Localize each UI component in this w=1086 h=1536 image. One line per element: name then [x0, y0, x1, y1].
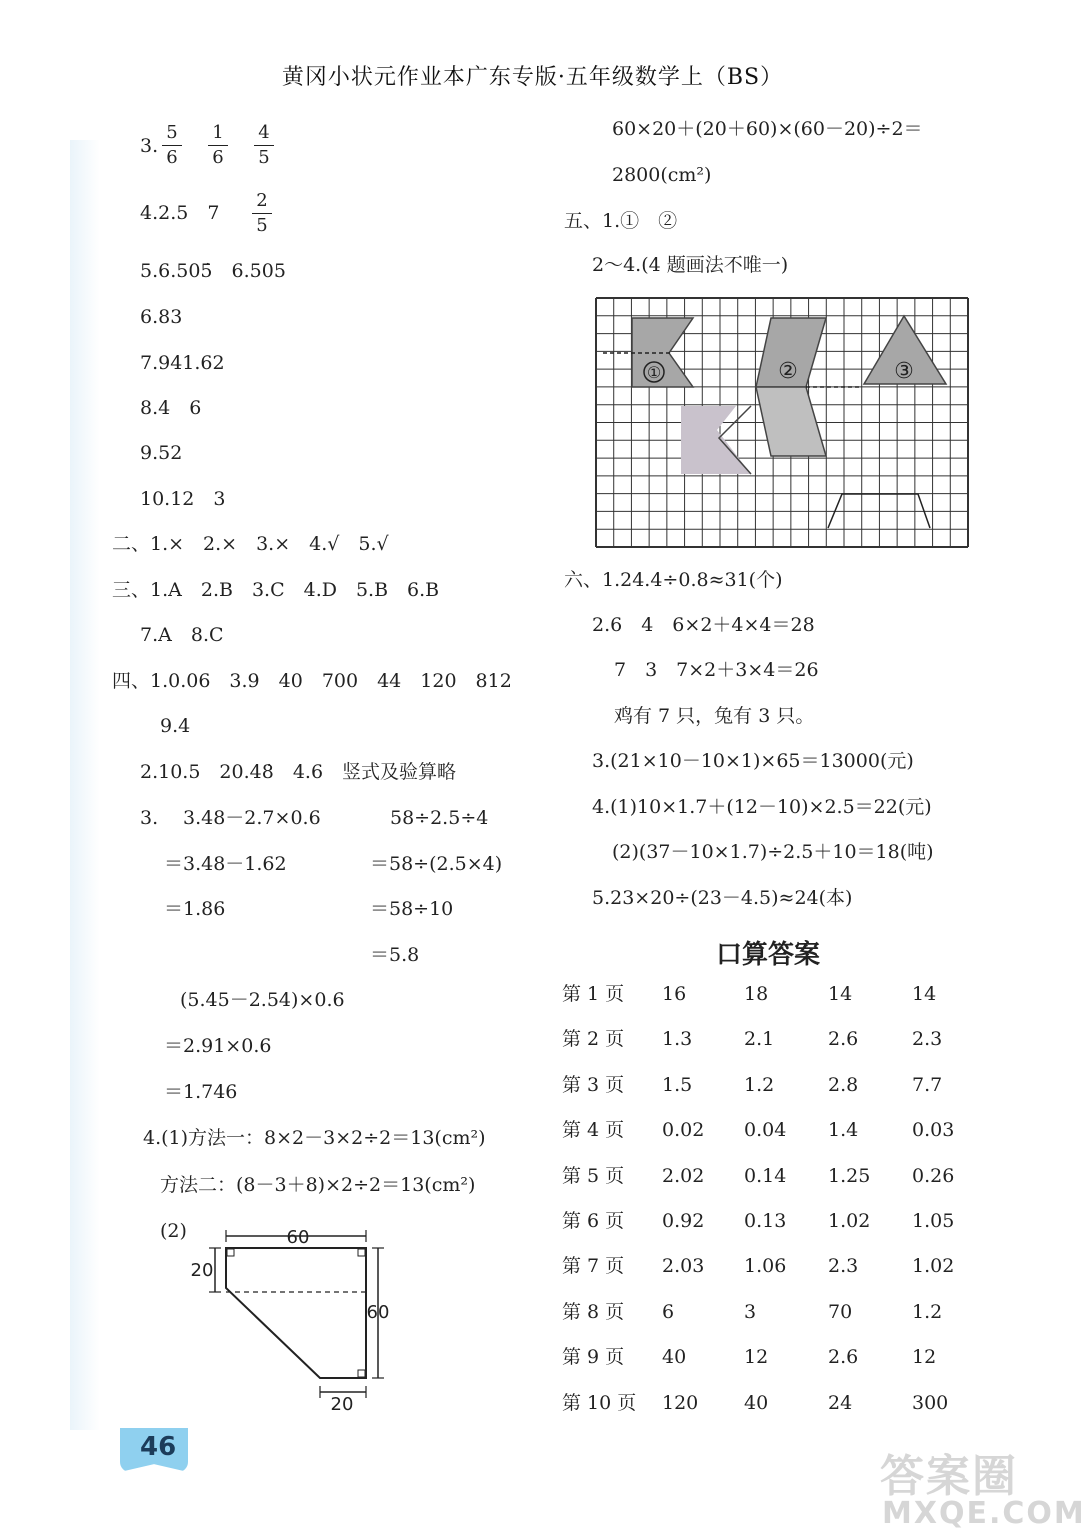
- oral-row-answer: 2.6: [828, 1028, 859, 1050]
- trapezoid-shape: [226, 1248, 366, 1378]
- oral-answers-title: 口算答案: [716, 940, 821, 970]
- q3-frac-3: 4 5: [254, 124, 274, 167]
- oral-row-answer: 40: [662, 1346, 687, 1368]
- oral-row-answer: 2.1: [744, 1028, 775, 1050]
- oral-row-answer: 1.25: [828, 1165, 871, 1187]
- dim-label-bottom: 20: [330, 1394, 354, 1415]
- watermark-url: MXQE.COM: [882, 1496, 1086, 1531]
- calc2-line-2: ＝58÷(2.5×4): [370, 853, 503, 875]
- section-3-line-1: 三、1.A 2.B 3.C 4.D 5.B 6.B: [112, 579, 440, 601]
- oral-row-answer: 300: [912, 1392, 949, 1414]
- oral-row-answer: 0.04: [744, 1119, 787, 1141]
- oral-row-answer: 6: [662, 1301, 675, 1323]
- q6-text: 6.83: [140, 306, 183, 328]
- oral-row-page: 第 10 页: [562, 1392, 637, 1414]
- section-4-q4-part-2: (2): [160, 1220, 187, 1242]
- oral-row-answer: 24: [828, 1392, 853, 1414]
- oral-row-answer: 0.03: [912, 1119, 955, 1141]
- section-6-q5: 5.23×20÷(23－4.5)≈24(本): [592, 887, 853, 909]
- section-4-q4-method-2: 方法二：(8－3＋8)×2÷2＝13(cm²): [160, 1174, 476, 1196]
- shape-label-3: ③: [894, 359, 914, 384]
- section-6-q2-line-2: 7 3 7×2＋3×4＝26: [614, 659, 819, 681]
- dim-label-top: 60: [286, 1227, 310, 1248]
- calc3-line-2: ＝2.91×0.6: [164, 1035, 272, 1057]
- calc3-line-1: (5.45－2.54)×0.6: [180, 989, 345, 1011]
- oral-row-page: 第 9 页: [562, 1346, 625, 1368]
- section-4-line-1: 四、1.0.06 3.9 40 700 44 120 812: [112, 670, 512, 692]
- section-6-q2-line-1: 2.6 4 6×2＋4×4＝28: [592, 614, 815, 636]
- oral-row-answer: 1.4: [828, 1119, 859, 1141]
- oral-row-answer: 18: [744, 983, 769, 1005]
- oral-row-answer: 2.02: [662, 1165, 705, 1187]
- oral-row-page: 第 1 页: [562, 983, 625, 1005]
- oral-row-answer: 14: [828, 983, 853, 1005]
- section-4-q4-method-1: 4.(1)方法一：8×2－3×2÷2＝13(cm²): [143, 1127, 486, 1149]
- oral-row-answer: 16: [662, 983, 687, 1005]
- oral-row-answer: 7.7: [912, 1074, 943, 1096]
- oral-row-answer: 14: [912, 983, 937, 1005]
- section-5-q1: 五、1.① ②: [564, 210, 678, 232]
- section-6-q2-line-3: 鸡有 7 只，兔有 3 只。: [614, 705, 815, 727]
- oral-row-answer: 0.02: [662, 1119, 705, 1141]
- q3-label: 3.: [140, 135, 159, 157]
- q10-text: 10.12 3: [140, 488, 226, 510]
- shape-label-2: ②: [778, 359, 798, 384]
- oral-row-page: 第 8 页: [562, 1301, 625, 1323]
- q3-frac-2: 1 6: [208, 124, 228, 167]
- oral-row-page: 第 7 页: [562, 1255, 625, 1277]
- oral-row-page: 第 2 页: [562, 1028, 625, 1050]
- calc3-line-3: ＝1.746: [164, 1081, 238, 1103]
- section-6-q4-line-1: 4.(1)10×1.7＋(12－10)×2.5＝22(元): [592, 796, 932, 818]
- trapezoid-diagram: [180, 1220, 420, 1420]
- q7-text: 7.941.62: [140, 352, 225, 374]
- calc1-line-2: ＝3.48－1.62: [164, 853, 287, 875]
- shape-label-1: ①: [646, 363, 662, 382]
- q8-text: 8.4 6: [140, 397, 202, 419]
- oral-row-answer: 12: [744, 1346, 769, 1368]
- oral-row-answer: 1.3: [662, 1028, 693, 1050]
- section-4-q3-label: 3.: [140, 807, 159, 829]
- right-angle-mark: [358, 1370, 365, 1377]
- right-cont-line-1: 60×20＋(20＋60)×(60－20)÷2＝: [612, 118, 923, 140]
- page-number: 46: [140, 1432, 177, 1462]
- section-6-q3: 3.(21×10－10×1)×65＝13000(元): [592, 750, 914, 772]
- calc2-line-4: ＝5.8: [370, 944, 420, 966]
- q9-text: 9.52: [140, 442, 183, 464]
- oral-row-answer: 120: [662, 1392, 699, 1414]
- q5-text: 5.6.505̇ 6.505: [140, 260, 286, 282]
- oral-row-answer: 0.26: [912, 1165, 955, 1187]
- oral-row-answer: 1.05: [912, 1210, 955, 1232]
- right-angle-mark: [227, 1249, 234, 1256]
- oral-row-answer: 0.13: [744, 1210, 787, 1232]
- section-3-line-2: 7.A 8.C: [140, 624, 224, 646]
- oral-row-page: 第 3 页: [562, 1074, 625, 1096]
- q4-text: 4.2.5 7: [140, 202, 220, 224]
- oral-row-answer: 1.06: [744, 1255, 787, 1277]
- q3-frac-1: 5 6: [162, 124, 182, 167]
- oral-row-answer: 1.2: [912, 1301, 943, 1323]
- page-header: 黄冈小状元作业本广东专版·五年级数学上（BS）: [281, 65, 784, 90]
- oral-row-answer: 1.02: [828, 1210, 871, 1232]
- q4-frac: 2 5: [252, 192, 272, 235]
- oral-row-answer: 1.02: [912, 1255, 955, 1277]
- right-angle-mark: [358, 1249, 365, 1256]
- section-2: 二、1.× 2.× 3.× 4.√ 5.√: [112, 533, 389, 555]
- oral-row-answer: 12: [912, 1346, 937, 1368]
- section-4-line-2: 9.4: [160, 715, 191, 737]
- oral-row-answer: 2.03: [662, 1255, 705, 1277]
- calc1-line-1: 3.48－2.7×0.6: [183, 807, 321, 829]
- oral-row-answer: 2.3: [828, 1255, 859, 1277]
- section-6-q1: 六、1.24.4÷0.8≈31(个): [564, 569, 783, 591]
- right-cont-line-2: 2800(cm²): [612, 164, 712, 186]
- section-6-q4-line-2: (2)(37－10×1.7)÷2.5＋10＝18(吨): [612, 841, 934, 863]
- calc2-line-3: ＝58÷10: [370, 898, 454, 920]
- margin-tint: [70, 140, 100, 1430]
- calc1-line-3: ＝1.86: [164, 898, 226, 920]
- oral-row-answer: 70: [828, 1301, 853, 1323]
- oral-row-page: 第 4 页: [562, 1119, 625, 1141]
- shape-2-reflected: [756, 387, 826, 456]
- oral-row-answer: 0.14: [744, 1165, 787, 1187]
- grid-figure: [596, 298, 968, 547]
- oral-row-answer: 1.5: [662, 1074, 693, 1096]
- section-5-q2-4: 2～4.(4 题画法不唯一): [592, 254, 789, 276]
- dim-label-left: 20: [190, 1260, 214, 1281]
- oral-row-answer: 2.6: [828, 1346, 859, 1368]
- oral-row-answer: 3: [744, 1301, 757, 1323]
- oral-row-answer: 2.3: [912, 1028, 943, 1050]
- dim-label-right: 60: [366, 1302, 390, 1323]
- oral-row-answer: 1.2: [744, 1074, 775, 1096]
- watermark-logo: 答案圈: [880, 1451, 1018, 1502]
- section-4-q2: 2.10.5 20.48̇ 4.6 竖式及验算略: [140, 761, 457, 783]
- oral-row-page: 第 6 页: [562, 1210, 625, 1232]
- oral-row-answer: 0.92: [662, 1210, 705, 1232]
- calc2-line-1: 58÷2.5÷4: [390, 807, 489, 829]
- oral-row-answer: 2.8: [828, 1074, 859, 1096]
- oral-row-answer: 40: [744, 1392, 769, 1414]
- oral-row-page: 第 5 页: [562, 1165, 625, 1187]
